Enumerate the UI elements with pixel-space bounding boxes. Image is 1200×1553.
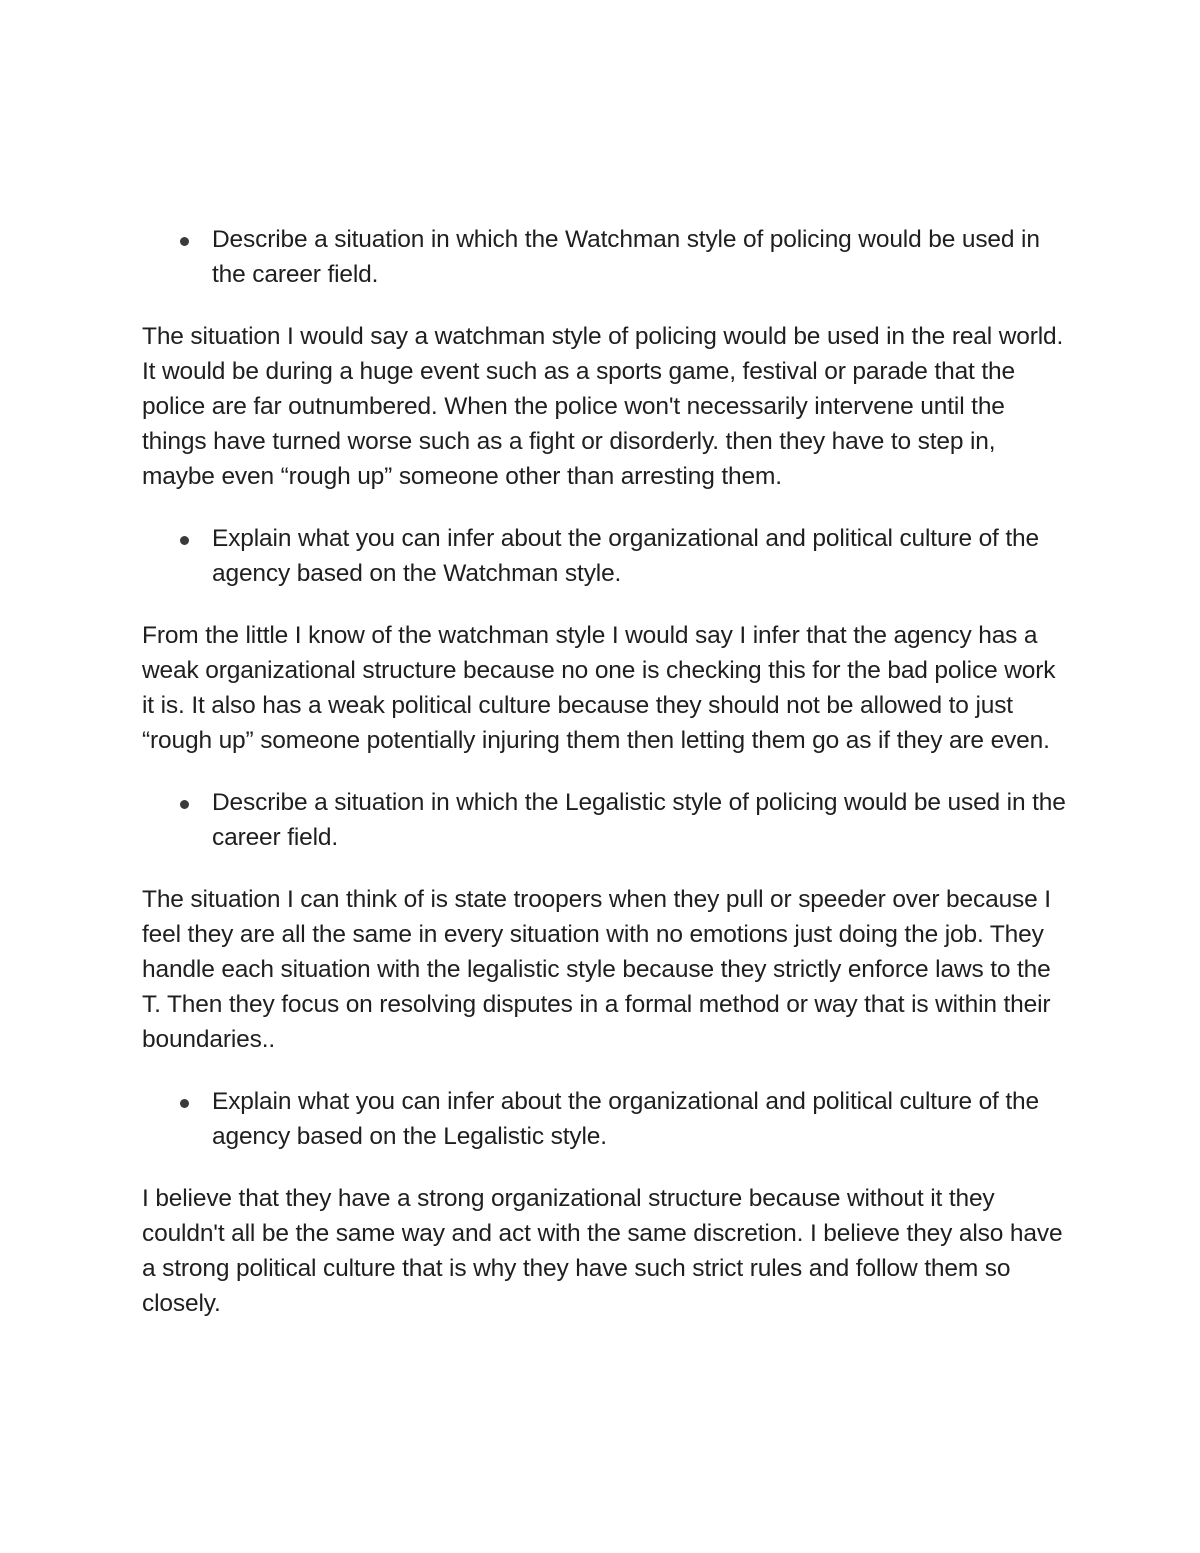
bullet-prompt-2 — [142, 521, 1072, 591]
prompt-text: Explain what you can infer about the organizational and political culture of the agency based on the Watchman style. — [212, 525, 1039, 587]
answer-paragraph-3: The situation I can think of is state troopers when they pull or speeder over because I feel they are all the same in every situation with no emotions just doing the job. They handle each situation with the legalistic style because they strictly enforce laws to the T. Then they focus on resolving disputes in a formal method or way that is within their boundaries.. — [142, 886, 1051, 1053]
bullet-prompt-1 — [142, 222, 1072, 292]
bullet-dot-icon — [180, 237, 189, 246]
prompt-text: Describe a situation in which the Watchman style of policing would be used in the career field. — [212, 226, 1040, 288]
bullet-prompt-4 — [142, 1084, 1072, 1154]
bullet-dot-icon — [180, 1099, 189, 1108]
document-body — [142, 222, 1072, 1348]
bullet-prompt-3 — [142, 785, 1072, 855]
bullet-dot-icon — [180, 536, 189, 545]
prompt-text: Explain what you can infer about the organizational and political culture of the agency based on the Legalistic style. — [212, 1088, 1039, 1150]
answer-paragraph-4: I believe that they have a strong organizational structure because without it they couldn't all be the same way and act with the same discretion. I believe they also have a strong political culture that is why they have such strict rules and follow them so closely. — [142, 1185, 1063, 1317]
prompt-text: Describe a situation in which the Legalistic style of policing would be used in the career field. — [212, 789, 1066, 851]
bullet-dot-icon — [180, 800, 189, 809]
answer-paragraph-1: The situation I would say a watchman style of policing would be used in the real world. It would be during a huge event such as a sports game, festival or parade that the police are far outnumbered. When the police won't necessarily intervene until the things have turned worse such as a fight or disorderly. then they have to step in, maybe even “rough up” someone other than arresting them. — [142, 323, 1064, 490]
answer-paragraph-2: From the little I know of the watchman style I would say I infer that the agency has a weak organizational structure because no one is checking this for the bad police work it is. It also has a weak political culture because they should not be allowed to just “rough up” someone potentially injuring them then letting them go as if they are even. — [142, 622, 1056, 754]
